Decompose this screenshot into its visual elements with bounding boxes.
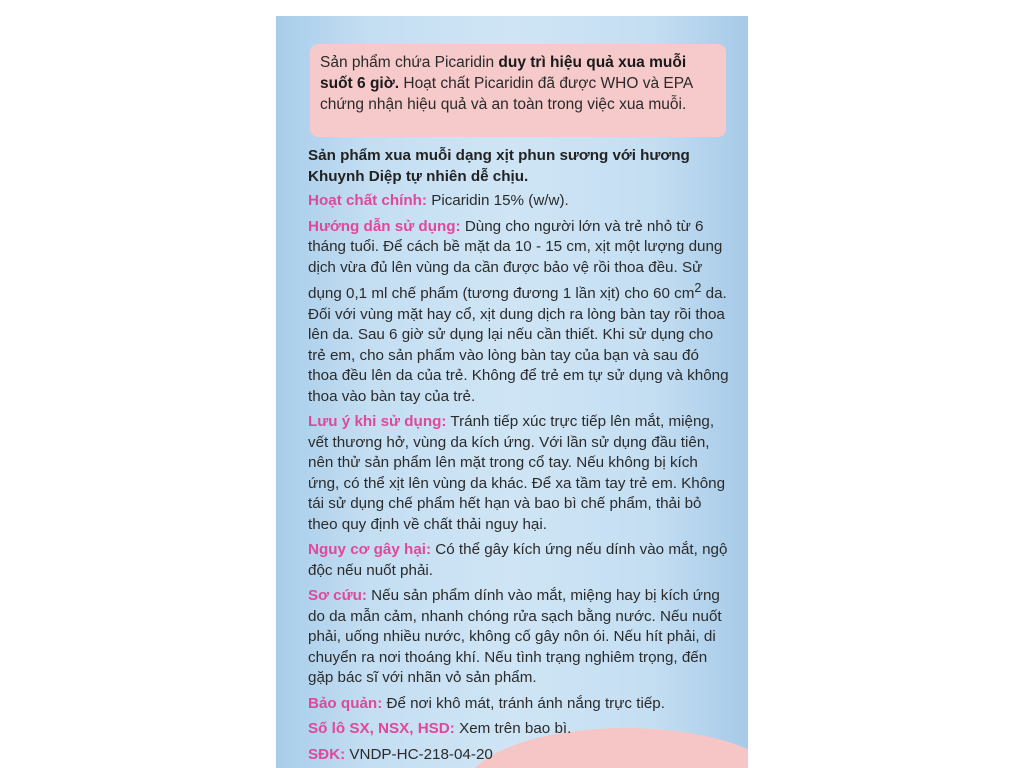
usage-text-1: Dùng cho người lớn và trẻ nhỏ từ 6 tháng tuổi. Để cách bề mặt da 10 - 15 cm, xịt một lượng dung dịch vừa đủ lên vùng da cần được bảo vệ rồi thoa đều. Sử dụng 0,1 ml chế phẩm (tương đương 1 lần xịt) cho 60 cm: [308, 217, 723, 303]
firstaid-text: Nếu sản phẩm dính vào mắt, miệng hay bị kích ứng do da mẫn cảm, nhanh chóng rửa sạch bằng nước. Nếu nuốt phải, uống nhiều nước, không cố gây nôn ói. Nếu hít phải, di chuyển ra nơi thoáng khí. Nếu tình trạng nghiêm trọng, đến gặp bác sĩ với nhãn vỏ sản phẩm.: [308, 587, 722, 687]
lot-label: Số lô SX, NSX, HSD:: [308, 720, 455, 738]
storage-section: [308, 694, 732, 715]
usage-sup: 2: [694, 281, 702, 295]
highlight-text-bold: duy trì hiệu quả xua muỗi suốt 6 giờ.: [320, 54, 687, 92]
storage-label: Bảo quản:: [308, 694, 383, 712]
lot-text: Xem trên bao bì.: [454, 720, 572, 738]
highlight-text-3: Hoạt chất Picaridin đã được WHO và EPA chứng nhận hiệu quả và an toàn trong việc xua muỗi.: [320, 75, 693, 113]
highlight-text-1: Sản phẩm chứa Picaridin: [320, 54, 499, 71]
usage-section: [308, 217, 732, 408]
caution-text: Tránh tiếp xúc trực tiếp lên mắt, miệng, vết thương hở, vùng da kích ứng. Với lần sử dụng đầu tiên, nên thử sản phẩm lên mặt trong cổ tay. Nếu không bị kích ứng, có thể xịt lên vùng da khác. Để xa tầm tay trẻ em. Không tái sử dụng chế phẩm hết hạn và bao bì chế phẩm, thải bỏ theo quy định về chất thải nguy hại.: [308, 413, 726, 533]
firstaid-label: Sơ cứu:: [308, 587, 367, 605]
hazard-section: [308, 540, 732, 581]
usage-label: Hướng dẫn sử dụng:: [308, 217, 461, 235]
intro-text: Sản phẩm xua muỗi dạng xịt phun sương với hương Khuynh Diệp tự nhiên dễ chịu.: [308, 147, 690, 185]
storage-text: Để nơi khô mát, tránh ánh nắng trực tiếp.: [382, 694, 665, 712]
lot-section: [308, 719, 732, 740]
caution-label: Lưu ý khi sử dụng:: [308, 413, 447, 431]
ingredient-text: Picaridin 15% (w/w).: [426, 192, 569, 209]
reg-section: [308, 745, 732, 766]
reg-label: SĐK:: [308, 745, 346, 763]
highlight-box: [310, 44, 726, 137]
ingredient-section: [308, 191, 732, 212]
product-label: [276, 16, 748, 768]
label-content: [308, 146, 732, 768]
ingredient-label: Hoạt chất chính:: [308, 192, 427, 209]
caution-section: [308, 412, 732, 535]
reg-text: VNDP-HC-218-04-20: [345, 745, 493, 763]
firstaid-section: [308, 586, 732, 689]
usage-text-2: da. Đối với vùng mặt hay cổ, xịt dung dịch ra lòng bàn tay rồi thoa lên da. Sau 6 giờ sử dụng lại nếu cần thiết. Khi sử dụng cho trẻ em, cho sản phẩm vào lòng bàn tay của bạn và sau đó thoa đều lên da của trẻ. Không để trẻ em tự sử dụng và không thoa vào bàn tay của trẻ.: [308, 285, 729, 405]
hazard-text: Có thể gây kích ứng nếu dính vào mắt, ngộ độc nếu nuốt phải.: [308, 541, 728, 579]
hazard-label: Nguy cơ gây hại:: [308, 541, 432, 559]
